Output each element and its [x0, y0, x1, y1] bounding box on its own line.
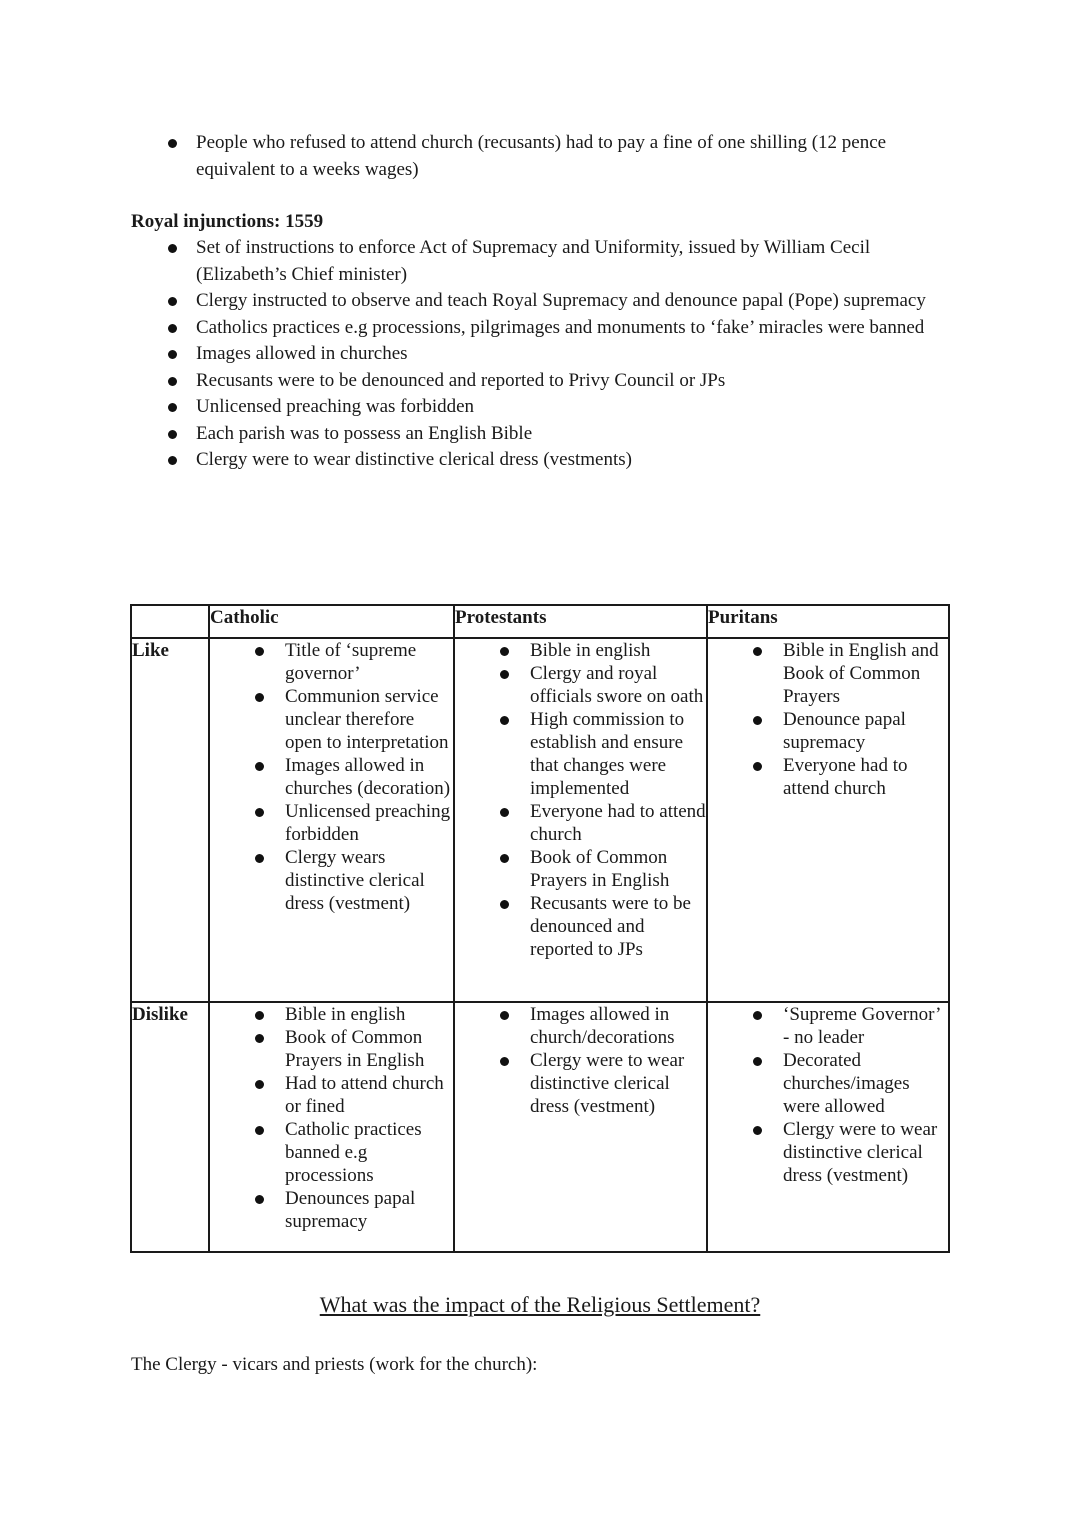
- list-item: [210, 639, 453, 685]
- list-item-text: Everyone had to attend church: [783, 755, 908, 799]
- like-protestants-list: [455, 639, 706, 961]
- cell-like-catholic: [209, 638, 454, 1002]
- bullet-icon: [168, 403, 177, 412]
- bullet-icon: [500, 854, 509, 863]
- list-item-text: Each parish was to possess an English Bible: [196, 422, 533, 444]
- table-header-row: [131, 605, 949, 638]
- list-item-text: Unlicensed preaching was forbidden: [196, 396, 475, 417]
- bullet-icon: [168, 244, 177, 253]
- list-item-text: Bible in english: [530, 640, 651, 661]
- bullet-icon: [168, 430, 177, 439]
- bullet-icon: [753, 1011, 762, 1020]
- list-item: [196, 315, 936, 342]
- impact-heading: [0, 1291, 1080, 1319]
- list-item-text: Book of Common Prayers in English: [530, 847, 670, 891]
- bullet-icon: [753, 1126, 762, 1135]
- section-title-royal-injunctions: Royal injunctions: 1559: [131, 211, 324, 232]
- list-item-text: Set of instructions to enforce Act of Supremacy and Uniformity, issued by William Cecil (Elizabeth’s Chief minister): [196, 237, 871, 285]
- list-item-text: Clergy were to wear distinctive clerical dress (vestments): [196, 449, 632, 470]
- list-item-text: Title of ‘supreme governor’: [285, 640, 417, 684]
- bullet-icon: [255, 693, 264, 702]
- bullet-icon: [255, 1080, 264, 1089]
- list-item-text: Clergy wears distinctive clerical dress (vestment): [285, 847, 425, 914]
- table-row-dislike: [131, 1002, 949, 1252]
- bullet-icon: [500, 1057, 509, 1066]
- bullet-icon: [500, 900, 509, 909]
- bullet-icon: [168, 297, 177, 306]
- list-item: [210, 1187, 453, 1233]
- list-item: [196, 447, 936, 474]
- bullet-icon: [168, 350, 177, 359]
- list-item-text: High commission to establish and ensure that changes were implemented: [530, 709, 685, 799]
- dislike-puritans-list: [708, 1003, 948, 1187]
- bullet-icon: [168, 377, 177, 386]
- bullet-icon: [500, 670, 509, 679]
- list-item-text: People who refused to attend church (recusants) had to pay a fine of one shilling (12 pence equivalent to a weeks wages): [196, 132, 887, 180]
- bullet-icon: [500, 1011, 509, 1020]
- cell-dislike-puritans: [707, 1002, 949, 1252]
- list-item: [210, 1072, 453, 1118]
- bullet-icon: [255, 1034, 264, 1043]
- list-item: [708, 1003, 948, 1049]
- bullet-icon: [753, 1057, 762, 1066]
- list-item: [210, 1118, 453, 1187]
- list-item-text: Clergy were to wear distinctive clerical dress (vestment): [783, 1119, 938, 1186]
- list-item: [210, 846, 453, 915]
- list-item: [455, 800, 706, 846]
- list-item: [708, 1049, 948, 1118]
- list-item: [196, 394, 936, 421]
- list-item: [210, 685, 453, 754]
- table-header-protestants: Protestants: [454, 605, 707, 638]
- list-item-text: Book of Common Prayers in English: [285, 1027, 425, 1071]
- list-item-text: Clergy instructed to observe and teach Royal Supremacy and denounce papal (Pope) supremacy: [196, 290, 926, 311]
- list-item-text: Recusants were to be denounced and reported to JPs: [530, 893, 691, 960]
- list-item: [210, 800, 453, 846]
- list-item-text: Communion service unclear therefore open to interpretation: [285, 686, 449, 753]
- row-label-dislike: Dislike: [131, 1002, 209, 1252]
- list-item: [455, 1003, 706, 1049]
- bullet-icon: [753, 762, 762, 771]
- list-item: [455, 1049, 706, 1118]
- list-item: [455, 708, 706, 800]
- list-item: [455, 662, 706, 708]
- list-item-text: Denounces papal supremacy: [285, 1188, 416, 1232]
- impact-heading-text: What was the impact of the Religious Settlement?: [319, 1292, 761, 1317]
- list-item: [708, 754, 948, 800]
- list-item-text: Had to attend church or fined: [285, 1073, 444, 1117]
- recusants-bullet-list: [196, 130, 956, 183]
- list-item-text: Bible in English and Book of Common Prayers: [783, 640, 939, 707]
- list-item: [196, 288, 936, 315]
- row-label-like: Like: [131, 638, 209, 1002]
- bullet-icon: [255, 854, 264, 863]
- like-puritans-list: [708, 639, 948, 800]
- list-item: [455, 846, 706, 892]
- list-item: [196, 368, 936, 395]
- list-item-text: Catholic practices banned e.g processions: [285, 1119, 422, 1186]
- cell-like-protestants: [454, 638, 707, 1002]
- cell-like-puritans: [707, 638, 949, 1002]
- list-item: [455, 639, 706, 662]
- bullet-icon: [500, 647, 509, 656]
- list-item-text: Images allowed in churches: [196, 343, 408, 364]
- list-item-text: Catholics practices e.g processions, pilgrimages and monuments to ‘fake’ miracles were banned: [196, 316, 925, 338]
- bullet-icon: [255, 762, 264, 771]
- table-row-like: [131, 638, 949, 1002]
- bullet-icon: [255, 808, 264, 817]
- dislike-protestants-list: [455, 1003, 706, 1118]
- bullet-icon: [168, 324, 177, 333]
- list-item: [708, 708, 948, 754]
- list-item-text: Everyone had to attend church: [530, 801, 706, 845]
- list-item-text: Decorated churches/images were allowed: [783, 1050, 910, 1117]
- list-item-text: Images allowed in churches (decoration): [285, 755, 451, 799]
- list-item: [708, 639, 948, 708]
- list-item-text: Images allowed in church/decorations: [530, 1004, 675, 1048]
- list-item-text: Recusants were to be denounced and reported to Privy Council or JPs: [196, 369, 726, 391]
- bullet-icon: [168, 139, 177, 148]
- bullet-icon: [753, 716, 762, 725]
- injunctions-list: [196, 235, 936, 474]
- bullet-icon: [255, 647, 264, 656]
- clergy-subheading: The Clergy - vicars and priests (work for the church):: [131, 1354, 538, 1375]
- table-header-puritans: Puritans: [707, 605, 949, 638]
- list-item: [210, 1003, 453, 1026]
- table-header-catholic: Catholic: [209, 605, 454, 638]
- list-item-text: Clergy and royal officials swore on oath: [530, 663, 704, 707]
- list-item: [708, 1118, 948, 1187]
- cell-dislike-protestants: [454, 1002, 707, 1252]
- list-item: [196, 235, 936, 288]
- list-item: [196, 130, 956, 183]
- list-item-text: Bible in english: [285, 1004, 406, 1025]
- bullet-icon: [753, 647, 762, 656]
- list-item-text: ‘Supreme Governor’ - no leader: [783, 1004, 941, 1048]
- list-item: [196, 421, 936, 448]
- list-item: [210, 1026, 453, 1072]
- list-item: [210, 754, 453, 800]
- dislike-catholic-list: [210, 1003, 453, 1233]
- list-item: [196, 341, 936, 368]
- cell-dislike-catholic: [209, 1002, 454, 1252]
- bullet-icon: [168, 456, 177, 465]
- bullet-icon: [255, 1195, 264, 1204]
- table-header-empty: [131, 605, 209, 638]
- bullet-icon: [255, 1126, 264, 1135]
- list-item: [455, 892, 706, 961]
- religious-groups-table: [130, 604, 950, 1253]
- bullet-icon: [500, 716, 509, 725]
- list-item-text: Denounce papal supremacy: [783, 709, 906, 753]
- bullet-icon: [255, 1011, 264, 1020]
- like-catholic-list: [210, 639, 453, 915]
- list-item-text: Unlicensed preaching forbidden: [285, 801, 451, 845]
- list-item-text: Clergy were to wear distinctive clerical dress (vestment): [530, 1050, 685, 1117]
- bullet-icon: [500, 808, 509, 817]
